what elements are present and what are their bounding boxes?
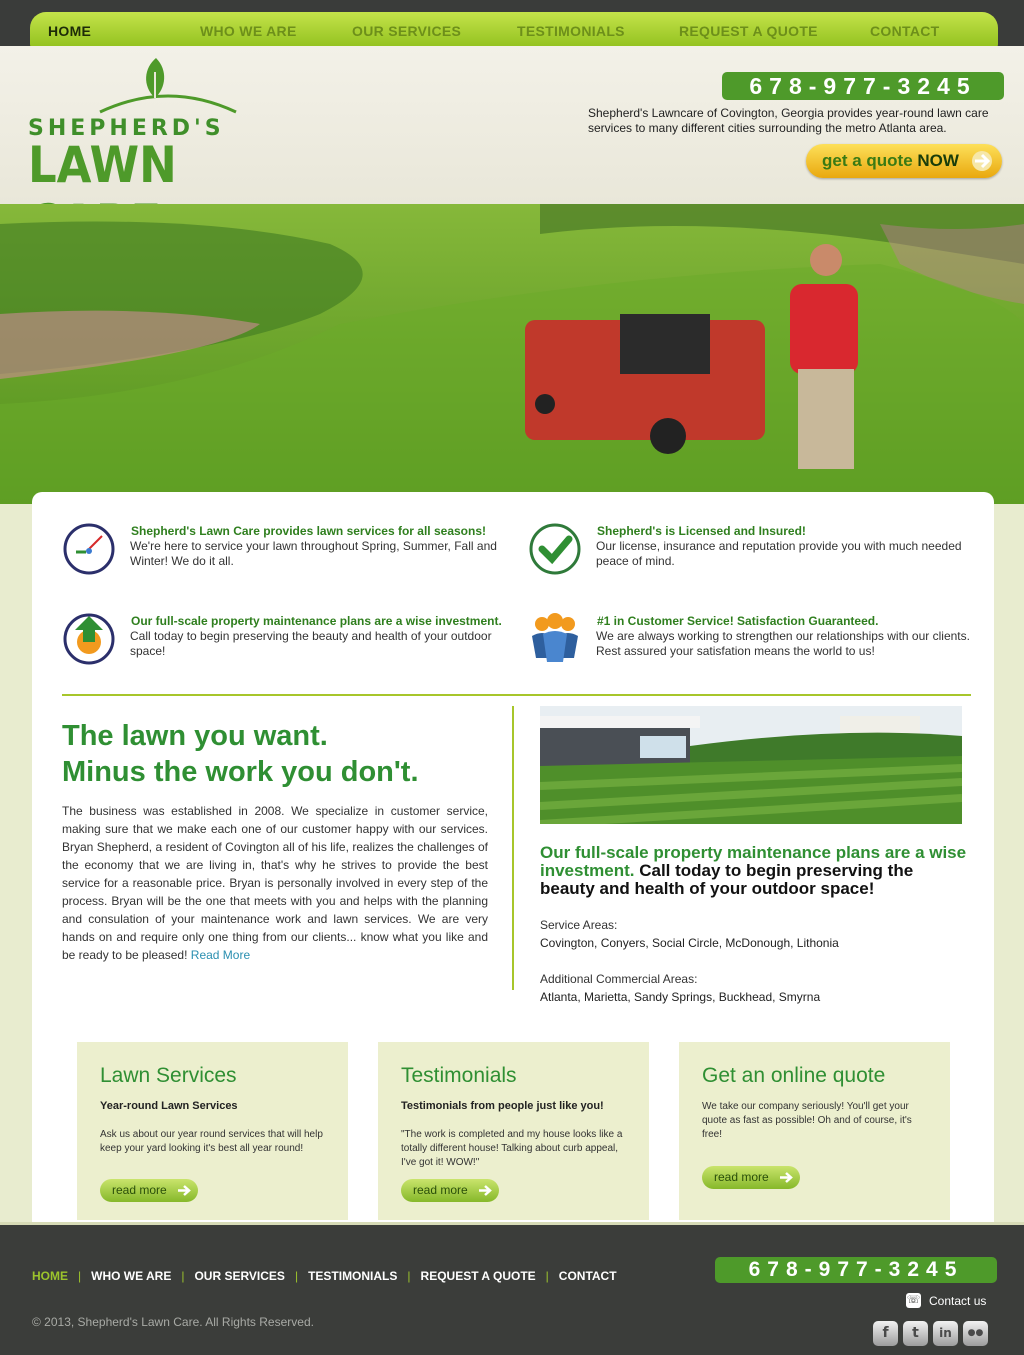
clock-icon (62, 522, 116, 576)
nav-contact[interactable]: CONTACT (870, 23, 940, 39)
about-body: The business was established in 2008. We specialize in customer service, making sure that we make each one of our customer happy with our services. Bryan Shepherd, a resident of Covington all of his life, realizes the challenges of the economy that we are living in, that's why he strives to provide the best service for a reasonable price. Bryan is personally involved in every step of the process. Bryan will be the one that meets with you and helps with the planning and consulation of your maintenance work and lawn services. We are very hands on and require only one thing from our clients... know what you like and be ready to be pleased! (62, 804, 488, 962)
section-divider (62, 694, 971, 696)
box-subtitle: Testimonials from people just like you! (401, 1100, 604, 1112)
feature-text: We're here to service your lawn throughout Spring, Summer, Fall and Winter! We do it all. (130, 539, 497, 568)
box-subtitle: Year-round Lawn Services (100, 1100, 238, 1112)
nav-testimonials[interactable]: TESTIMONIALS (517, 23, 625, 39)
feature-title: Our full-scale property maintenance plans are a wise investment. (131, 614, 502, 628)
footer-phone[interactable]: 678-977-3245 (715, 1257, 997, 1283)
footer-nav-contact[interactable]: CONTACT (558, 1269, 617, 1283)
column-divider (512, 706, 514, 990)
arrow-right-icon (477, 1183, 493, 1198)
footer-nav-separator: | (294, 1269, 299, 1283)
read-more-button[interactable] (702, 1166, 800, 1189)
header-phone[interactable]: 678-977-3245 (722, 72, 1004, 100)
tagline: Shepherd's Lawncare of Covington, Georgia provides year-round lawn care services to many different cities surrounding the metro Atlanta area. (588, 106, 989, 135)
read-more-label: read more (714, 1170, 769, 1184)
box-text: "The work is completed and my house looks like a totally different house! Talking about curb appeal, I've got it! WOW!" (401, 1129, 623, 1168)
read-more-label: read more (112, 1183, 167, 1197)
service-areas-label: Service Areas: (540, 918, 618, 932)
footer-nav-who-we-are[interactable]: WHO WE ARE (91, 1269, 172, 1283)
house-lawn-image (540, 706, 962, 824)
read-more-label: read more (413, 1183, 468, 1197)
commercial-areas-list: Atlanta, Marietta, Sandy Springs, Buckhead, Smyrna (540, 990, 821, 1004)
right-headline-green: Our full-scale property maintenance plans are a wise investment. (540, 843, 967, 880)
read-more-button[interactable] (100, 1179, 198, 1202)
box-testimonials (378, 1042, 649, 1220)
leaf-icon (140, 58, 170, 100)
box-title: Get an online quote (702, 1064, 886, 1087)
arrow-right-icon (778, 1170, 794, 1185)
hero-banner (0, 204, 1024, 504)
growth-arrow-icon (62, 612, 116, 666)
logo[interactable] (28, 56, 273, 194)
feature-title: Shepherd's Lawn Care provides lawn services for all seasons! (131, 524, 486, 538)
right-headline (540, 844, 970, 898)
footer (0, 1225, 1024, 1355)
copyright: © 2013, Shepherd's Lawn Care. All Rights Reserved. (32, 1315, 314, 1329)
footer-nav-separator: | (181, 1269, 185, 1283)
get-quote-now: NOW (917, 151, 959, 170)
box-title: Testimonials (401, 1064, 517, 1087)
box-online-quote (679, 1042, 950, 1220)
contact-us-link[interactable] (906, 1293, 986, 1308)
get-quote-button[interactable] (806, 144, 1002, 178)
service-areas-list: Covington, Conyers, Social Circle, McDonough, Lithonia (540, 936, 839, 950)
nav-who-we-are[interactable]: WHO WE ARE (200, 23, 297, 39)
read-more-button[interactable] (401, 1179, 499, 1202)
right-headline-dark: Call today to begin preserving the beauty and health of your outdoor space! (540, 861, 914, 898)
facebook-icon[interactable]: f (873, 1321, 898, 1346)
checkmark-icon (528, 522, 582, 576)
box-text: We take our company seriously! You'll get your quote as fast as possible! Oh and of course, it's free! (702, 1101, 912, 1140)
header (0, 46, 1024, 204)
flickr-icon[interactable]: ●● (963, 1321, 988, 1346)
get-quote-label: get a quote (822, 151, 913, 170)
twitter-icon[interactable]: t (903, 1321, 928, 1346)
commercial-areas-label: Additional Commercial Areas: (540, 972, 698, 986)
box-lawn-services (77, 1042, 348, 1220)
arrow-right-icon (176, 1183, 192, 1198)
footer-nav-testimonials[interactable]: TESTIMONIALS (308, 1269, 398, 1283)
main-nav (30, 12, 998, 50)
headline-line-2: Minus the work you don't. (62, 756, 419, 788)
phone-icon: ☏ (906, 1294, 921, 1306)
people-icon (528, 612, 582, 666)
linkedin-icon[interactable]: in (933, 1321, 958, 1346)
about-text (62, 802, 488, 964)
footer-nav-separator: | (545, 1269, 549, 1283)
nav-home[interactable]: HOME (48, 23, 92, 39)
nav-request-quote[interactable]: REQUEST A QUOTE (679, 23, 818, 39)
feature-title: Shepherd's is Licensed and Insured! (597, 524, 806, 538)
content-card (32, 492, 994, 1244)
contact-us-label: Contact us (929, 1293, 987, 1308)
read-more-link[interactable]: Read More (190, 948, 251, 962)
feature-text: We are always working to strengthen our relationships with our clients. Rest assured your satisfation means the world to us! (596, 629, 970, 658)
footer-nav-separator: | (407, 1269, 411, 1283)
arrow-right-icon (970, 150, 994, 172)
headline-line-1: The lawn you want. (62, 720, 328, 752)
footer-nav (32, 1269, 617, 1283)
box-text: Ask us about our year round services that will help keep your yard looking it's best all year round! (100, 1129, 323, 1154)
main-headline (62, 718, 419, 790)
logo-text-bottom: LAWN (28, 136, 177, 194)
lawn-photo (540, 706, 962, 824)
logo-text-top: SHEPHERD'S (28, 116, 225, 141)
hero-image (0, 204, 1024, 504)
footer-nav-our-services[interactable]: OUR SERVICES (194, 1269, 285, 1283)
footer-nav-separator: | (78, 1269, 82, 1283)
feature-title: #1 in Customer Service! Satisfaction Guaranteed. (597, 614, 879, 628)
nav-our-services[interactable]: OUR SERVICES (352, 23, 462, 39)
social-links (873, 1321, 993, 1346)
footer-nav-home[interactable]: HOME (32, 1269, 68, 1283)
box-title: Lawn Services (100, 1064, 237, 1087)
footer-nav-request-quote[interactable]: REQUEST A QUOTE (420, 1269, 536, 1283)
feature-text: Our license, insurance and reputation provide you with much needed peace of mind. (596, 539, 962, 568)
feature-text: Call today to begin preserving the beauty and health of your outdoor space! (130, 629, 492, 658)
